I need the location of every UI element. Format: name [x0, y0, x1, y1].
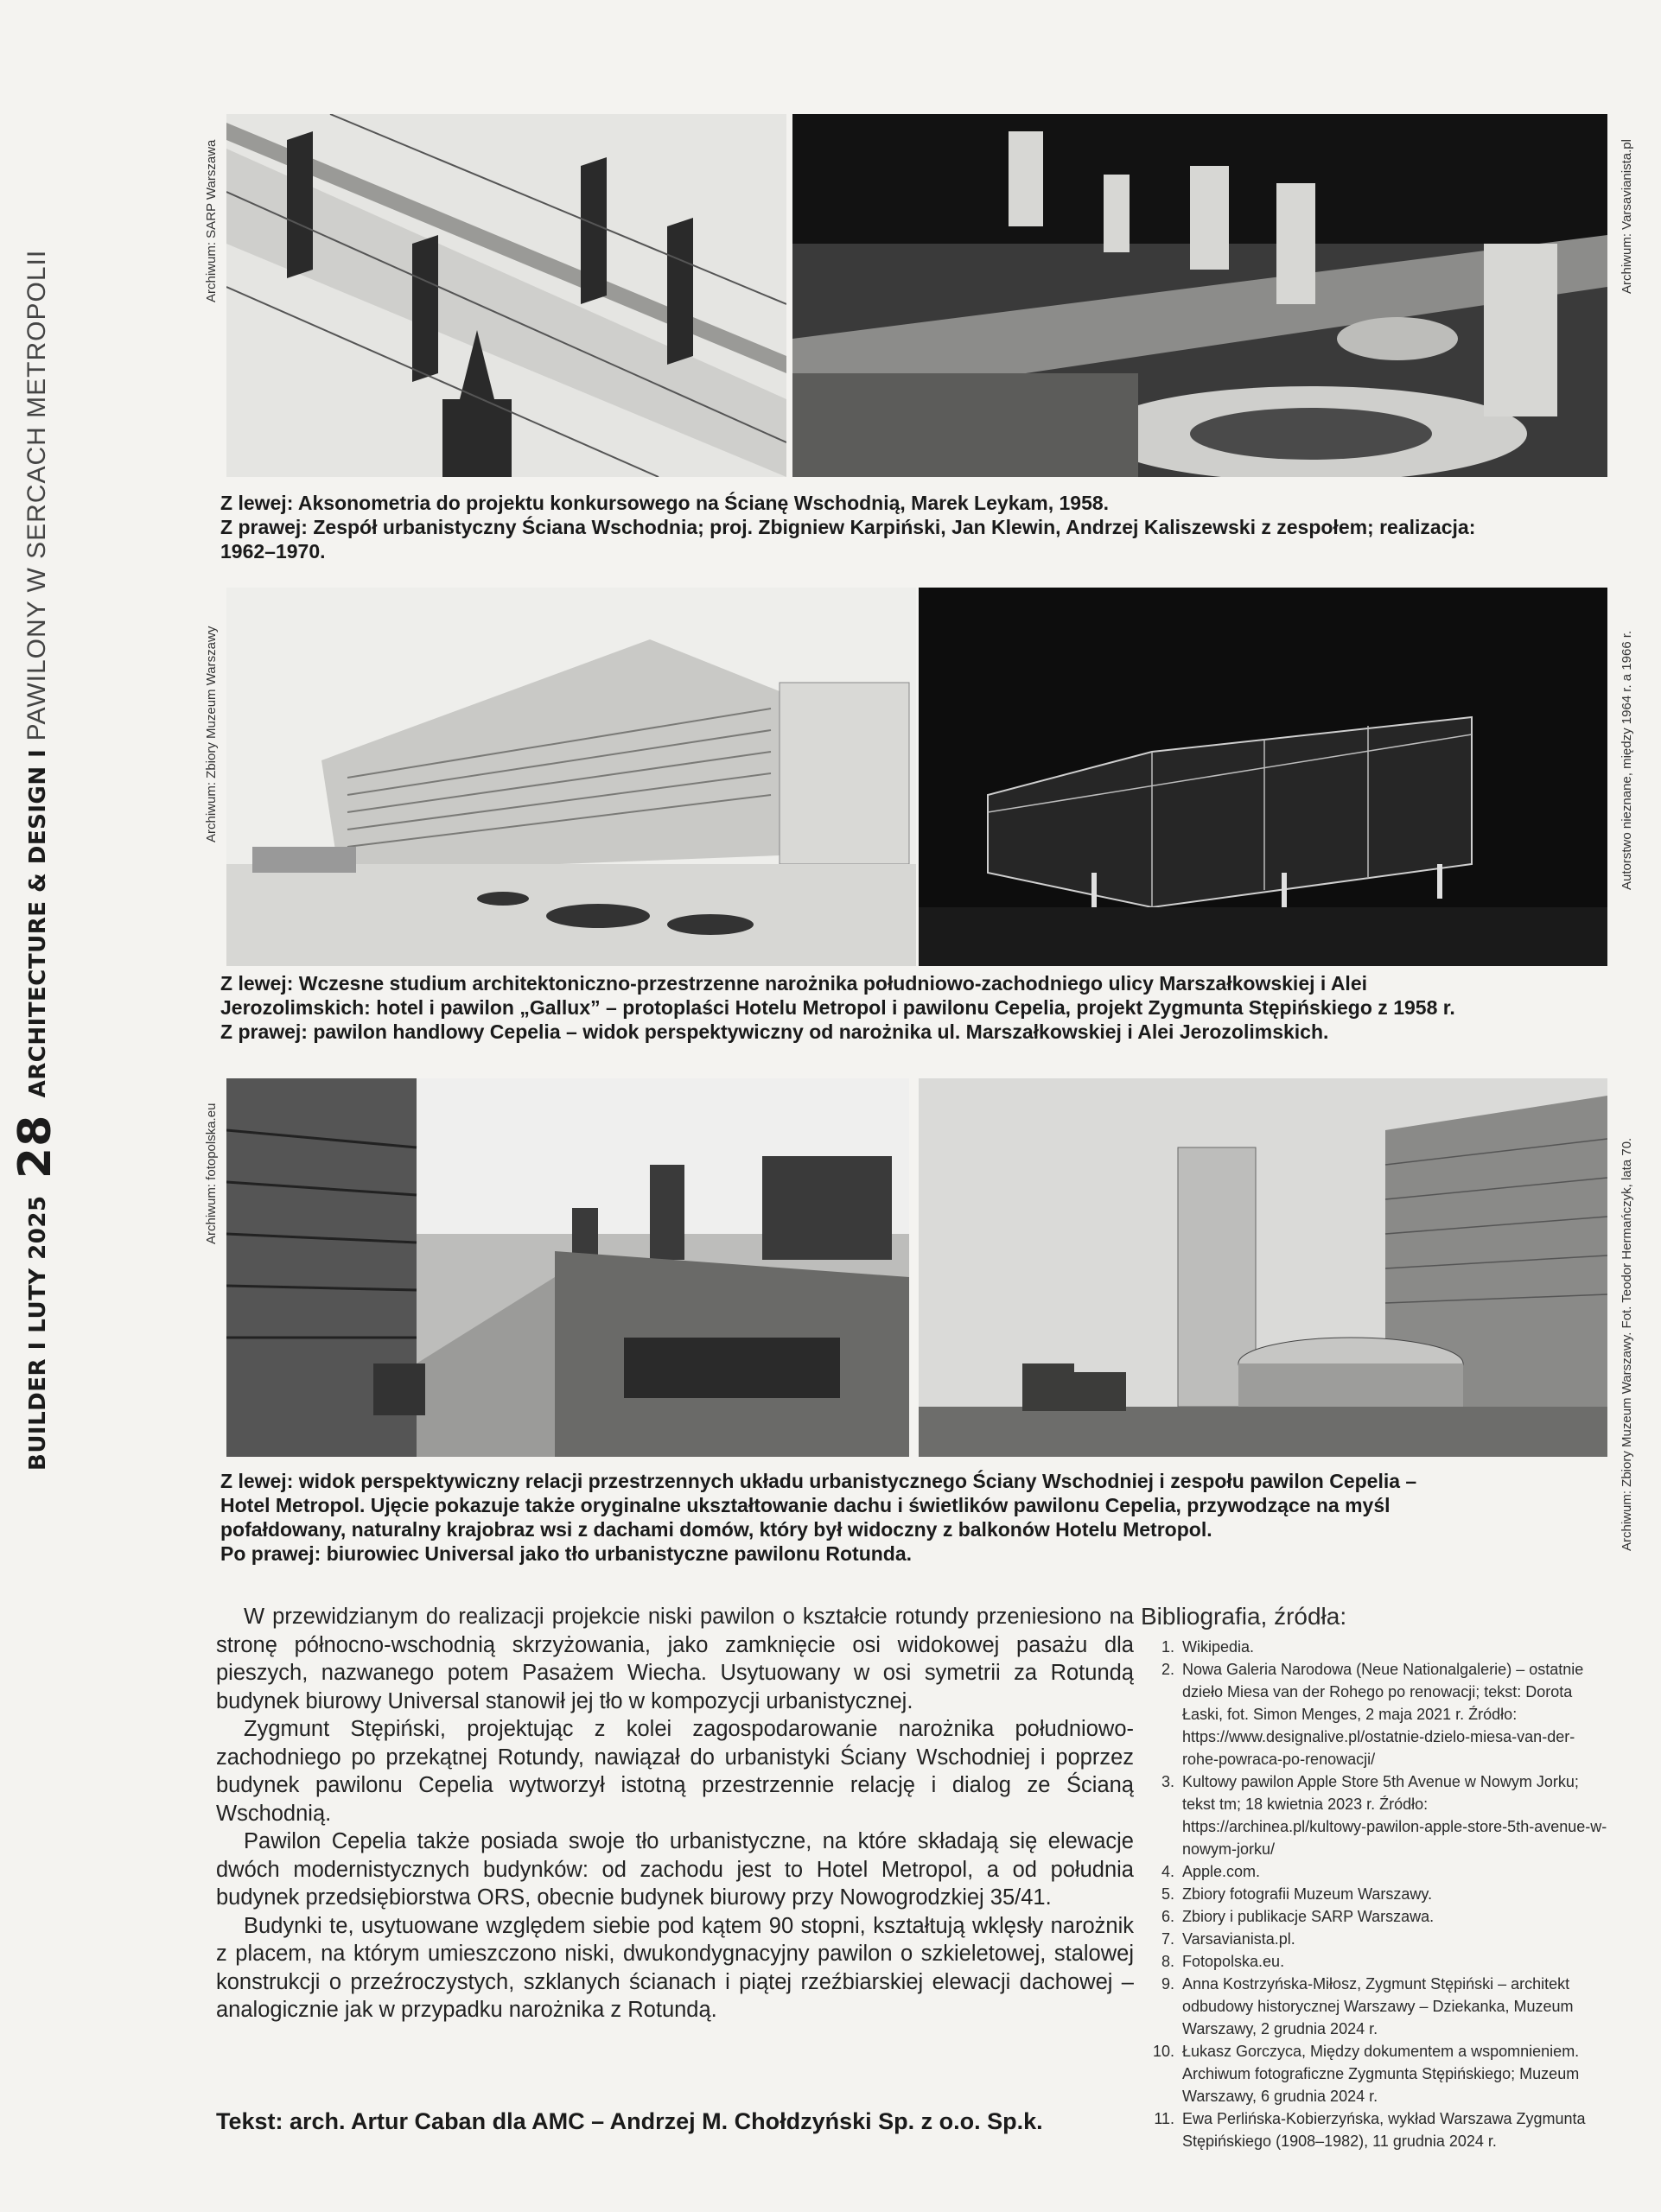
caption-line: Jerozolimskich: hotel i pawilon „Gallux” – protoplaści Hotelu Metropol i pawilonu Cepelia, projekt Zygmunta Stępińskiego z 1958 r. — [220, 996, 1455, 1019]
bibliography-item: 2. Nowa Galeria Narodowa (Neue Nationalgalerie) – ostatnie dzieło Miesa van der Rohego po renowacji; tekst: Dorota Łaski, fot. Simon Menges, 2 maja 2021 r. Źródło: https://www.designalive.pl/ostatnie-dzielo-miesa-van-der-rohe-powraca-po-renowacji/ — [1179, 1658, 1607, 1770]
photo-cepelia-night — [919, 588, 1607, 966]
bibliography-item: 3. Kultowy pawilon Apple Store 5th Avenue w Nowym Jorku; tekst tm; 18 kwietnia 2023 r. Źródło: https://archinea.pl/kultowy-pawilon-apple-store-5th-avenue-w-nowym-jorku/ — [1179, 1770, 1607, 1860]
magazine-brand: BUILDER I LUTY 2025 — [25, 1195, 51, 1471]
caption-line: Z lewej: widok perspektywiczny relacji przestrzennych układu urbanistycznego Ściany Wschodniej i zespołu pawilon Cepelia – — [220, 1470, 1417, 1492]
caption-row-1 — [220, 491, 1475, 563]
caption-line: Hotel Metropol. Ujęcie pokazuje także oryginalne ukształtowanie dachu i świetlików pawilonu Cepelia, przywodzące na myśl — [220, 1494, 1391, 1516]
caption-row-2 — [220, 971, 1455, 1044]
caption-line: pofałdowany, naturalny krajobraz wsi z dachami domów, który był widoczny z balkonów Hotelu Metropol. — [220, 1518, 1212, 1541]
article-paragraph: W przewidzianym do realizacji projekcie niski pawilon o kształcie rotundy przeniesiono na stronę północno-wschodnią skrzyżowania, jako zamknięcie osi widokowej pasażu dla pieszych, nazwanego potem Pasażem Wiecha. Usytuowany w osi symetrii za Rotundą budynek biurowy Universal stanowił jej tło w kompozycji urbanistycznej. — [216, 1605, 1134, 1713]
bibliography-item: 6. Zbiory i publikacje SARP Warszawa. — [1179, 1905, 1607, 1928]
article-paragraph: Zygmunt Stępiński, projektując z kolei zagospodarowanie narożnika południowo-zachodniego po przekątnej Rotundy, nawiązał do urbanistyki Ściany Wschodniej i poprzez budynek pawilonu Cepelia wytworzył istotną przestrzennie relację i dialog ze Ścianą Wschodnią. — [216, 1717, 1134, 1826]
bibliography-heading: Bibliografia, źródła: — [1141, 1603, 1347, 1630]
caption-line: Z prawej: Zespół urbanistyczny Ściana Wschodnia; proj. Zbigniew Karpiński, Jan Klewin, Andrzej Kaliszewski z zespołem; realizacja: — [220, 516, 1476, 538]
bibliography-item: 10. Łukasz Gorczyca, Między dokumentem a wspomnieniem. Archiwum fotograficzne Zygmunta Stępińskiego; Muzeum Warszawy, 6 grudnia 2024 r. — [1179, 2040, 1607, 2107]
photo-credit: Archiwum: Varsavianista.pl — [1620, 139, 1634, 294]
photo-rotunda-universal — [919, 1078, 1607, 1457]
bibliography-item: 1. Wikipedia. — [1179, 1636, 1607, 1658]
bibliography-list — [1141, 1636, 1607, 2152]
section-name: ARCHITECTURE & DESIGN I — [25, 748, 51, 1098]
photo-credit: Archiwum: Zbiory Muzeum Warszawy — [204, 626, 219, 842]
caption-line: Z prawej: pawilon handlowy Cepelia – widok perspektywiczny od narożnika ul. Marszałkowskiej i Alei Jerozolimskich. — [220, 1020, 1329, 1043]
caption-line: Z lewej: Aksonometria do projektu konkursowego na Ścianę Wschodnią, Marek Leykam, 1958. — [220, 492, 1110, 514]
photo-hotel-drawing — [226, 588, 916, 966]
article-body — [216, 1603, 1134, 2024]
bibliography-item: 8. Fotopolska.eu. — [1179, 1950, 1607, 1973]
photo-credit: Archiwum: fotopolska.eu — [204, 1103, 219, 1244]
bibliography-item: 7. Varsavianista.pl. — [1179, 1928, 1607, 1950]
article-signature: Tekst: arch. Artur Caban dla AMC – Andrzej M. Chołdzyński Sp. z o.o. Sp.k. — [216, 2108, 1043, 2134]
caption-row-3 — [220, 1469, 1416, 1566]
article-paragraph: Pawilon Cepelia także posiada swoje tło urbanistyczne, na które składają się elewacje dwóch modernistycznych budynków: od zachodu jest to Hotel Metropol, a od południa budynek przedsiębiorstwa ORS, obecnie budynek biurowy przy Nowogrodzkiej 35/41. — [216, 1829, 1134, 1910]
bibliography — [1141, 1603, 1607, 2152]
running-header — [10, 249, 61, 1471]
section-topic: PAWILONY W SERCACH METROPOLII — [22, 249, 51, 741]
caption-line: Z lewej: Wczesne studium architektoniczno-przestrzenne narożnika południowo-zachodniego ulicy Marszałkowskiej i Alei — [220, 972, 1368, 995]
photo-axonometry — [226, 114, 786, 477]
article-paragraph: Budynki te, usytuowane względem siebie pod kątem 90 stopni, kształtują wklęsły narożnik z placem, na którym umieszczono niski, dwukondygnacyjny pawilon o szkieletowej, stalowej konstrukcji o przeźroczystych, szklanych ścianach i piątej rzeźbiarskiej elewacji dachowej – analogicznie jak w przypadku narożnika z Rotundą. — [216, 1913, 1134, 2022]
bibliography-item: 9. Anna Kostrzyńska-Miłosz, Zygmunt Stępiński – architekt odbudowy historycznej Warszawy – Dziekanka, Muzeum Warszawy, 2 grudnia 2024 r. — [1179, 1973, 1607, 2040]
photo-urban-model — [792, 114, 1607, 477]
photo-credit: Archiwum: Zbiory Muzeum Warszawy. Fot. Teodor Hermańczyk, lata 70. — [1620, 1137, 1634, 1551]
caption-line: 1962–1970. — [220, 540, 326, 563]
photo-credit: Archiwum: SARP Warszawa — [204, 139, 219, 302]
photo-credit: Autorstwo nieznane, między 1964 r. a 1966 r. — [1620, 630, 1634, 890]
caption-line: Po prawej: biurowiec Universal jako tło urbanistyczne pawilonu Rotunda. — [220, 1542, 913, 1565]
page-number: 28 — [10, 1114, 61, 1179]
bibliography-item: 4. Apple.com. — [1179, 1860, 1607, 1883]
bibliography-item: 5. Zbiory fotografii Muzeum Warszawy. — [1179, 1883, 1607, 1905]
photo-street-view — [226, 1078, 909, 1457]
bibliography-item: 11. Ewa Perlińska-Kobierzyńska, wykład Warszawa Zygmunta Stępińskiego (1908–1982), 11 grudnia 2024 r. — [1179, 2107, 1607, 2152]
